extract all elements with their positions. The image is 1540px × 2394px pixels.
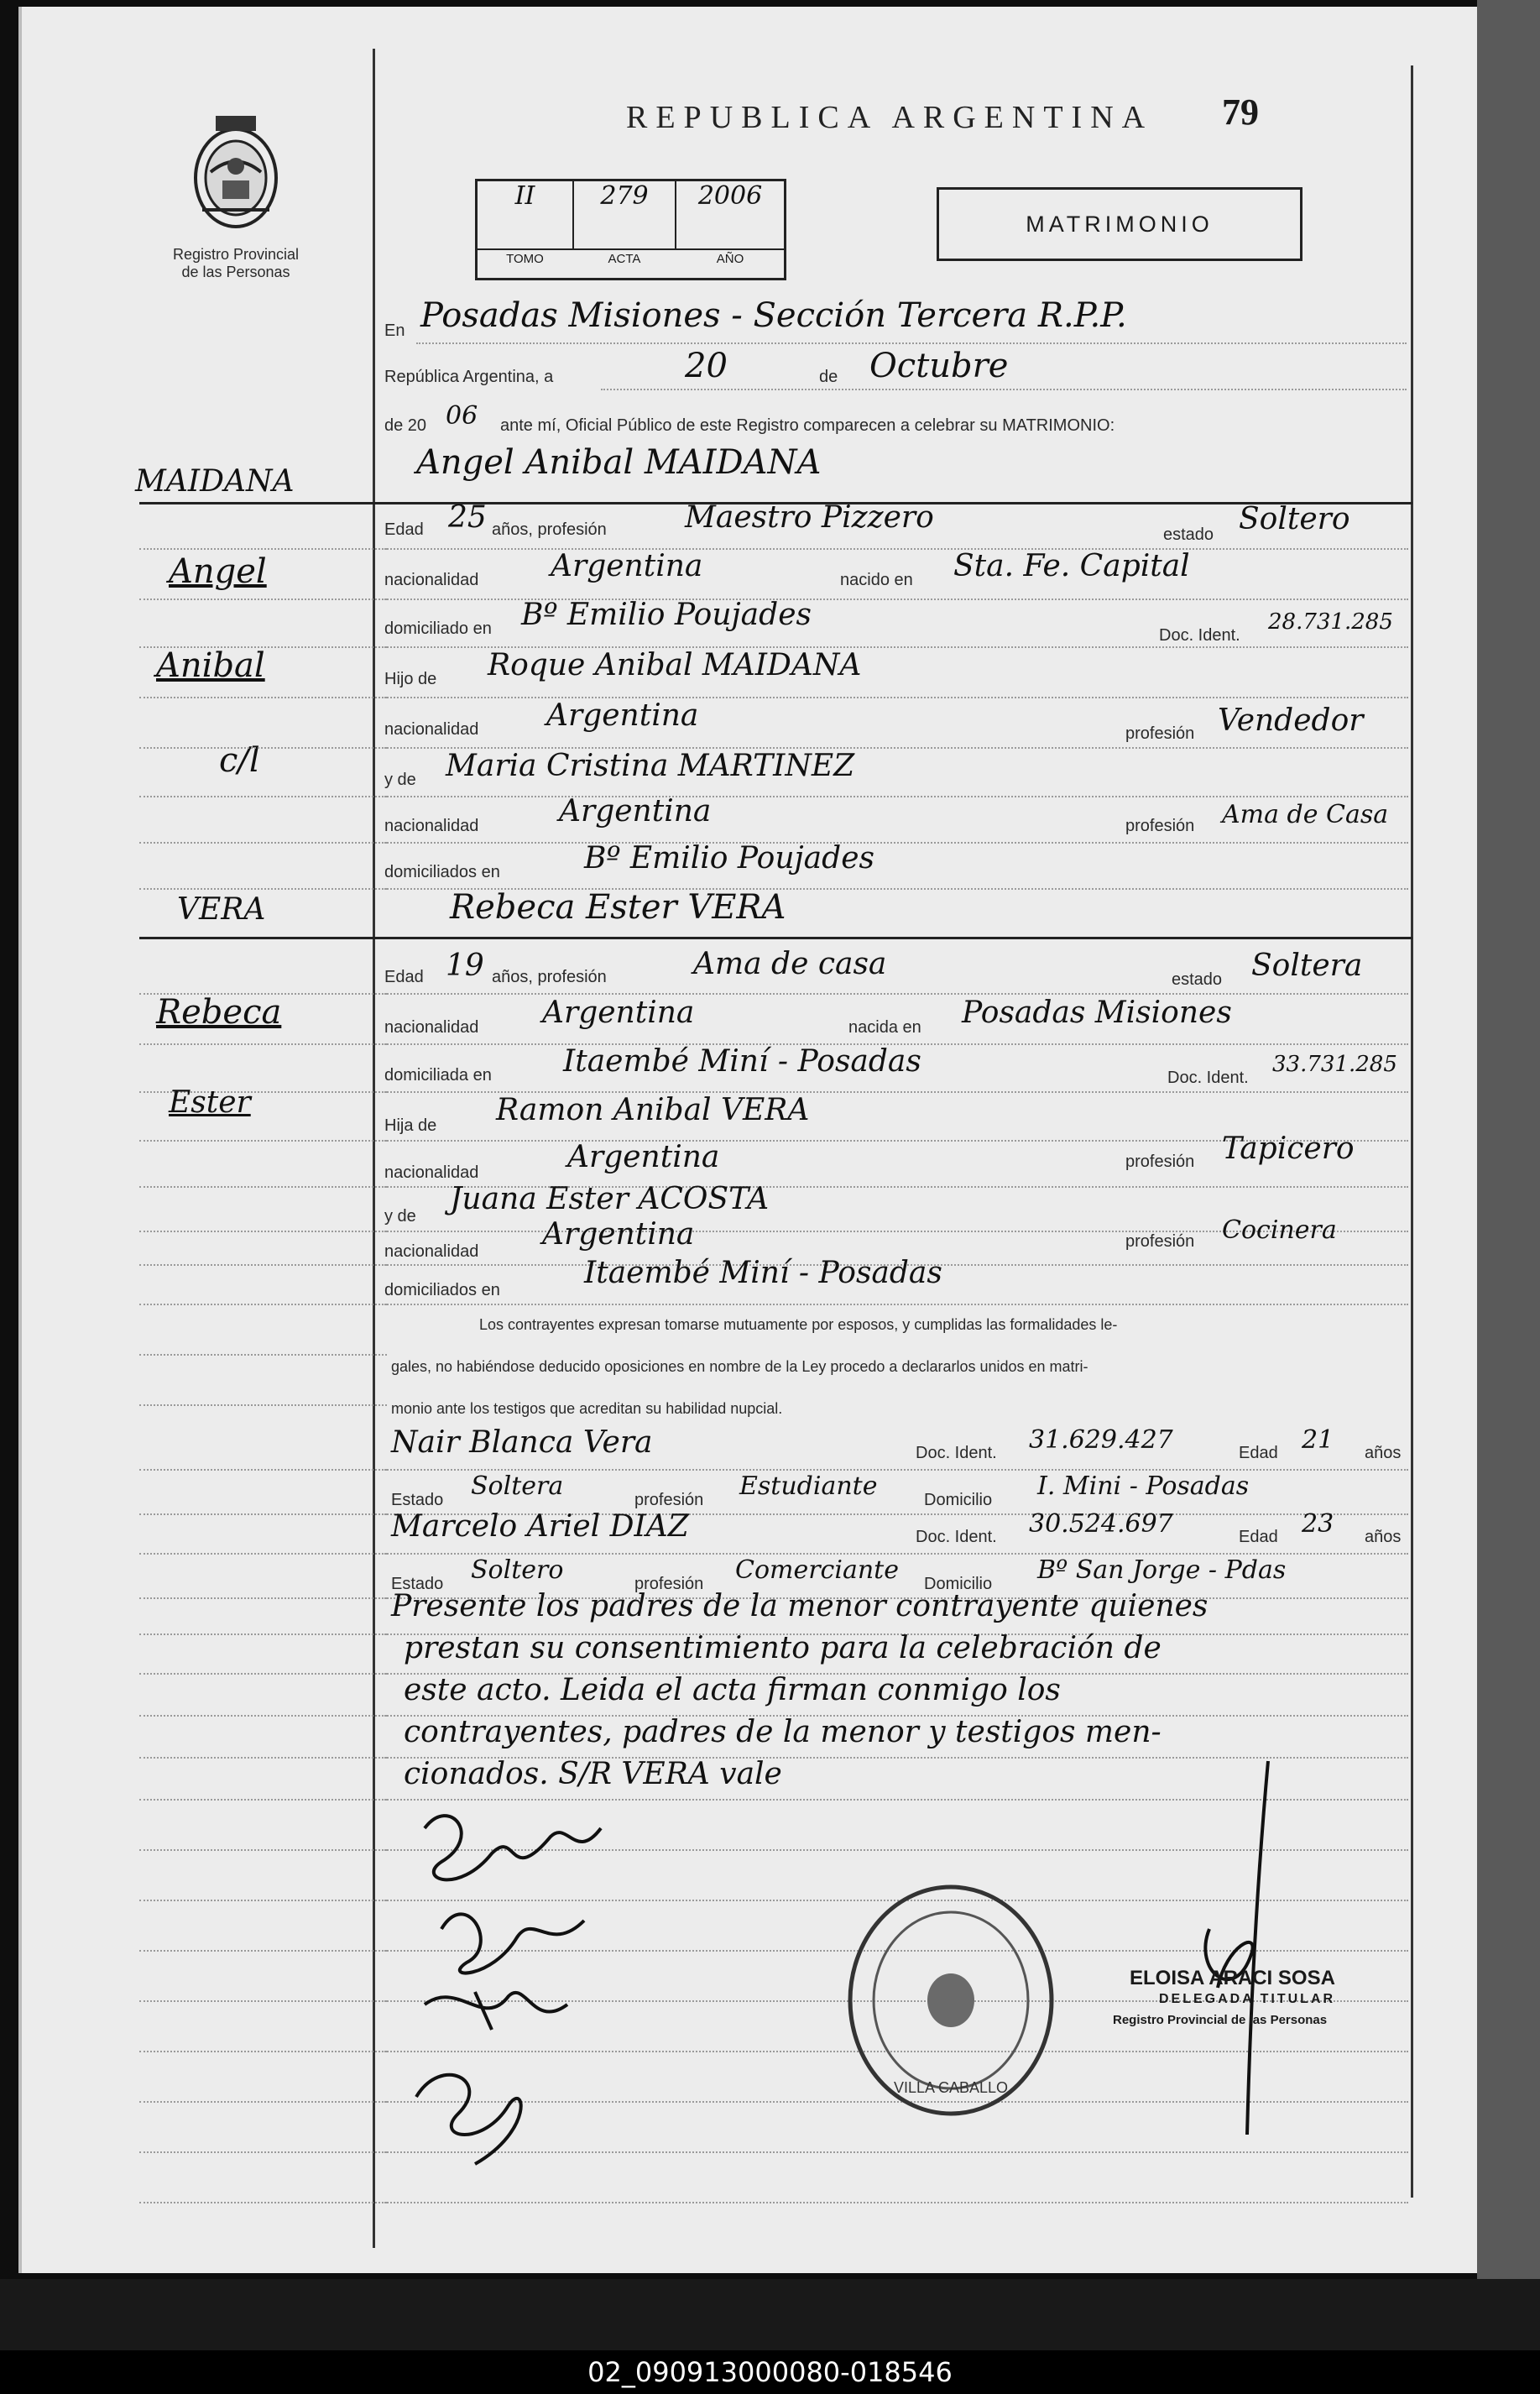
signatures-group xyxy=(391,1778,643,2181)
bride-mother-profession: Cocinera xyxy=(1222,1215,1337,1245)
bride-father: Ramon Anibal VERA xyxy=(496,1093,810,1127)
bride-nationality: Argentina xyxy=(542,996,695,1030)
bride-full-name: Rebeca Ester VERA xyxy=(450,888,786,927)
bride-mother-nationality-label: nacionalidad xyxy=(384,1242,479,1261)
bride-father-label: Hija de xyxy=(384,1116,437,1135)
groom-age: 25 xyxy=(448,500,487,535)
bride-document: 33.731.285 xyxy=(1272,1052,1397,1077)
bride-profession-label: años, profesión xyxy=(492,968,607,986)
margin-bride-name2: Ester xyxy=(169,1085,251,1120)
bride-address: Itaembé Miní - Posadas xyxy=(563,1044,921,1079)
witness2-age-label: Edad xyxy=(1239,1528,1278,1546)
groom-birthplace: Sta. Fe. Capital xyxy=(953,549,1190,583)
en-label: En xyxy=(384,321,405,340)
bride-father-profession-label: profesión xyxy=(1125,1153,1195,1171)
groom-father-label: Hijo de xyxy=(384,670,437,688)
groom-full-name: Angel Anibal MAIDANA xyxy=(416,443,822,482)
bride-mother-nationality: Argentina xyxy=(542,1217,695,1252)
witness1-doc-label: Doc. Ident. xyxy=(916,1444,997,1462)
witness1-age: 21 xyxy=(1302,1425,1334,1455)
seal-text: VILLA CABALLO xyxy=(893,2079,1009,2096)
groom-birthplace-label: nacido en xyxy=(840,571,913,589)
right-border xyxy=(1411,65,1413,2198)
tomo-value: II xyxy=(478,181,574,248)
official-title: DELEGADA TITULAR xyxy=(1159,1992,1336,2006)
margin-bride-name1: Rebeca xyxy=(156,993,282,1032)
groom-mother: Maria Cristina MARTINEZ xyxy=(446,749,855,783)
groom-age-label: Edad xyxy=(384,520,424,539)
groom-address-label: domiciliado en xyxy=(384,619,492,638)
margin-divider xyxy=(373,49,375,2248)
witness1-profession: Estudiante xyxy=(739,1471,878,1501)
acta-label: ACTA xyxy=(608,252,641,266)
groom-nationality: Argentina xyxy=(551,549,703,583)
ceremony-month: Octubre xyxy=(869,347,1009,385)
legal-text-line3: monio ante los testigos que acreditan su habilidad nupcial. xyxy=(391,1400,783,1417)
groom-state-label: estado xyxy=(1163,525,1214,544)
ano-value: 2006 xyxy=(697,181,763,211)
bride-civil-state: Soltera xyxy=(1251,949,1363,983)
bride-address-label: domiciliada en xyxy=(384,1066,492,1085)
record-number-box xyxy=(475,179,786,280)
republic-label: República Argentina, a xyxy=(384,368,554,386)
witness1-address: I. Mini - Posadas xyxy=(1037,1471,1250,1501)
bride-parents-address-label: domiciliados en xyxy=(384,1281,500,1299)
bride-father-nationality: Argentina xyxy=(567,1140,720,1174)
groom-father-profession: Vendedor xyxy=(1218,703,1364,738)
note-line2: prestan su consentimiento para la celebración de xyxy=(404,1631,1162,1665)
bride-age: 19 xyxy=(446,949,484,983)
groom-mother-nationality-label: nacionalidad xyxy=(384,817,479,835)
witness2-profession-label: profesión xyxy=(634,1575,704,1593)
witness1-document: 31.629.427 xyxy=(1029,1425,1173,1455)
groom-parents-address-label: domiciliados en xyxy=(384,863,500,881)
tomo-label: TOMO xyxy=(506,252,544,266)
legal-text-line1: Los contrayentes expresan tomarse mutuamente por esposos, y cumplidas las formalidades le- xyxy=(479,1316,1118,1333)
bride-nationality-label: nacionalidad xyxy=(384,1018,479,1037)
bride-father-profession: Tapicero xyxy=(1222,1132,1355,1166)
groom-father-profession-label: profesión xyxy=(1125,724,1195,743)
official-name: ELOISA ARACI SOSA xyxy=(1130,1967,1335,1989)
margin-bride-surname: VERA xyxy=(177,892,266,927)
page-number: 79 xyxy=(1222,91,1259,133)
scan-border xyxy=(0,2279,1540,2350)
ceremony-day: 20 xyxy=(685,347,728,385)
groom-mother-profession: Ama de Casa xyxy=(1222,800,1389,829)
margin-with: c/l xyxy=(219,741,260,780)
acta-value: 279 xyxy=(574,181,676,248)
bride-doc-label: Doc. Ident. xyxy=(1167,1069,1249,1087)
groom-profession-label: años, profesión xyxy=(492,520,607,539)
bride-state-label: estado xyxy=(1172,970,1223,989)
witness2-state-label: Estado xyxy=(391,1575,444,1593)
document-id-footer: 02_090913000080-018546 xyxy=(0,2350,1540,2394)
groom-address: Bº Emilio Poujades xyxy=(521,598,812,632)
registry-name-line1: Registro Provincial xyxy=(172,246,300,263)
witness2-document: 30.524.697 xyxy=(1029,1509,1173,1539)
groom-document: 28.731.285 xyxy=(1268,609,1393,635)
witness1-profession-label: profesión xyxy=(634,1491,704,1509)
bride-parents-address: Itaembé Miní - Posadas xyxy=(584,1256,942,1290)
groom-parents-address: Bº Emilio Poujades xyxy=(584,841,874,876)
bride-age-label: Edad xyxy=(384,968,424,986)
groom-profession: Maestro Pizzero xyxy=(685,500,934,535)
official-signature xyxy=(1159,1753,1310,2139)
month-label: de xyxy=(819,368,838,386)
witness2-years-label: años xyxy=(1365,1528,1402,1546)
official-office: Registro Provincial de las Personas xyxy=(1113,2013,1328,2027)
bride-birthplace: Posadas Misiones xyxy=(962,996,1232,1030)
witness1-age-label: Edad xyxy=(1239,1444,1278,1462)
ceremony-place: Posadas Misiones - Sección Tercera R.P.P. xyxy=(420,296,1127,335)
groom-mother-profession-label: profesión xyxy=(1125,817,1195,835)
legal-text-line2: gales, no habiéndose deducido oposiciones en nombre de la Ley procedo a declararlos unidos en matri- xyxy=(391,1358,1088,1375)
note-line1: Presente los padres de la menor contrayente quienes xyxy=(391,1589,1209,1623)
groom-doc-label: Doc. Ident. xyxy=(1159,626,1240,645)
record-type-box: MATRIMONIO xyxy=(937,187,1302,261)
note-line5: cionados. S/R VERA vale xyxy=(404,1757,782,1791)
bride-mother: Juana Ester ACOSTA xyxy=(450,1182,770,1216)
bride-mother-label: y de xyxy=(384,1207,416,1226)
witness1-address-label: Domicilio xyxy=(924,1491,993,1509)
witness1-civil-state: Soltera xyxy=(471,1471,564,1501)
witness2-name: Marcelo Ariel DIAZ xyxy=(391,1509,689,1544)
witness2-address-label: Domicilio xyxy=(924,1575,993,1593)
witness1-state-label: Estado xyxy=(391,1491,444,1509)
registry-name-line2: de las Personas xyxy=(181,264,290,280)
bride-profession: Ama de casa xyxy=(693,947,887,981)
witness2-civil-state: Soltero xyxy=(471,1555,564,1585)
certificate-page xyxy=(18,7,1507,2273)
year-prefix: de 20 xyxy=(384,416,427,435)
margin-groom-name1: Angel xyxy=(169,552,267,591)
witness2-address: Bº San Jorge - Pdas xyxy=(1037,1555,1287,1585)
groom-father: Roque Anibal MAIDANA xyxy=(488,648,862,682)
witness1-years-label: años xyxy=(1365,1444,1402,1462)
official-seal-icon xyxy=(840,1879,1062,2122)
groom-civil-state: Soltero xyxy=(1239,502,1350,536)
witness1-name: Nair Blanca Vera xyxy=(391,1425,653,1460)
margin-groom-surname: MAIDANA xyxy=(135,464,295,499)
margin-groom-name2: Anibal xyxy=(156,646,265,685)
ano-label: AÑO xyxy=(716,252,744,266)
groom-mother-nationality: Argentina xyxy=(559,794,712,828)
bride-father-nationality-label: nacionalidad xyxy=(384,1163,479,1182)
witness2-doc-label: Doc. Ident. xyxy=(916,1528,997,1546)
groom-nationality-label: nacionalidad xyxy=(384,571,479,589)
coat-of-arms-logo xyxy=(185,109,286,235)
groom-father-nationality: Argentina xyxy=(546,698,699,733)
groom-father-nationality-label: nacionalidad xyxy=(384,720,479,739)
groom-mother-label: y de xyxy=(384,771,416,789)
bride-birthplace-label: nacida en xyxy=(848,1018,921,1037)
note-line3: este acto. Leida el acta firman conmigo los xyxy=(404,1673,1061,1707)
year-suffix: 06 xyxy=(446,401,478,431)
witness2-age: 23 xyxy=(1302,1509,1334,1539)
book-spine xyxy=(1477,0,1540,2283)
witness2-profession: Comerciante xyxy=(735,1555,899,1585)
country-title: REPUBLICA ARGENTINA xyxy=(626,100,1154,135)
bride-mother-profession-label: profesión xyxy=(1125,1232,1195,1251)
appearance-statement: ante mí, Oficial Público de este Registro comparecen a celebrar su MATRIMONIO: xyxy=(500,416,1115,435)
note-line4: contrayentes, padres de la menor y testigos men- xyxy=(404,1715,1162,1749)
